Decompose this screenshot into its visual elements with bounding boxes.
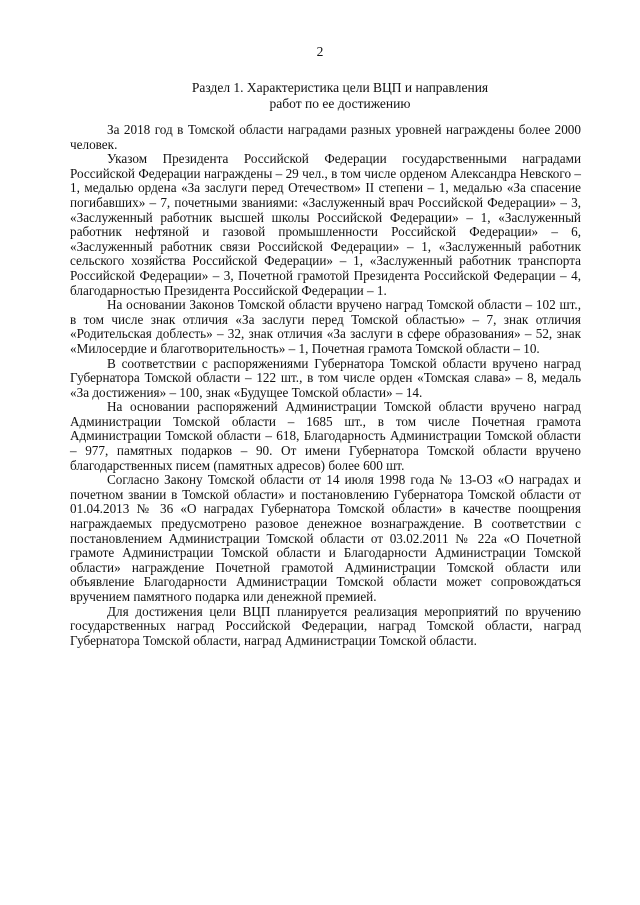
page-number: 2 xyxy=(316,44,324,59)
section-title-line-2: работ по ее достижению xyxy=(269,95,411,111)
document-body xyxy=(70,123,581,648)
paragraph-legal-basis: Согласно Закону Томской области от 14 июля 1998 года № 13-ОЗ «О наградах и почетном звании в Томской области» и постановлению Губернатора Томской области от 01.04.2013 № 36 «О наградах Губернатора Томской области» в качестве поощрения награждаемых предусмотрено разовое денежное вознаграждение. В соответствии с постановлением Администрации Томской области от 03.02.2011 № 22а «О Почетной грамоте Администрации Томской области и Благодарности Администрации Томской области» награждение Почетной грамотой Администрации Томской области или объявление Благодарности Администрации Томской области может сопровождаться вручением памятного подарка или денежной премией. xyxy=(70,472,581,604)
paragraph-awards-total: За 2018 год в Томской области наградами разных уровней награждены более 2000 человек. xyxy=(70,122,581,152)
paragraph-presidential-awards: Указом Президента Российской Федерации государственными наградами Российской Федерации награждены – 29 чел., в том числе орденом Александра Невского – 1, медалью ордена «За заслуги перед Отечеством» II степени – 1, медалью «За спасение погибавших» – 7, почетными званиями: «Заслуженный врач Российской Федерации» – 3, «Заслуженный работник высшей школы Российской Федерации» – 1, «Заслуженный работник нефтяной и газовой промышленности Российской Федерации» – 6, «Заслуженный работник связи Российской Федерации» – 1, «Заслуженный работник сельского хозяйства Российской Федерации» – 1, «Заслуженный работник транспорта Российской Федерации» – 3, Почетной грамотой Президента Российской Федерации – 4, благодарностью Президента Российской Федерации – 1. xyxy=(70,151,581,298)
paragraph-regional-law-awards: На основании Законов Томской области вручено наград Томской области – 102 шт., в том числе знак отличия «За заслуги перед Томской областью» – 7, знак отличия «Родительская доблесть» – 32, знак отличия «За заслуги в сфере образования» – 52, знак «Милосердие и благотворительность» – 1, Почетная грамота Томской области – 10. xyxy=(70,297,581,356)
section-title xyxy=(160,80,520,111)
section-title-line-1: Раздел 1. Характеристика цели ВЦП и направления xyxy=(191,80,489,95)
paragraph-administration-awards: На основании распоряжений Администрации Томской области вручено наград Администрации Томской области – 1685 шт., в том числе Почетная грамота Администрации Томской области – 618, Благодарность Администрации Томской области – 977, памятных подарков – 90. От имени Губернатора Томской области вручено благодарственных писем (памятных адресов) более 600 шт. xyxy=(70,399,581,473)
paragraph-program-goal: Для достижения цели ВЦП планируется реализация мероприятий по вручению государственных наград Российской Федерации, наград Томской области, наград Губернатора Томской области, наград Администрации Томской области. xyxy=(70,603,581,648)
paragraph-governor-awards: В соответствии с распоряжениями Губернатора Томской области вручено наград Губернатора Томской области – 122 шт., в том числе орден «Томская слава» – 8, медаль «За достижения» – 100, знак «Будущее Томской области» – 14. xyxy=(70,355,581,400)
